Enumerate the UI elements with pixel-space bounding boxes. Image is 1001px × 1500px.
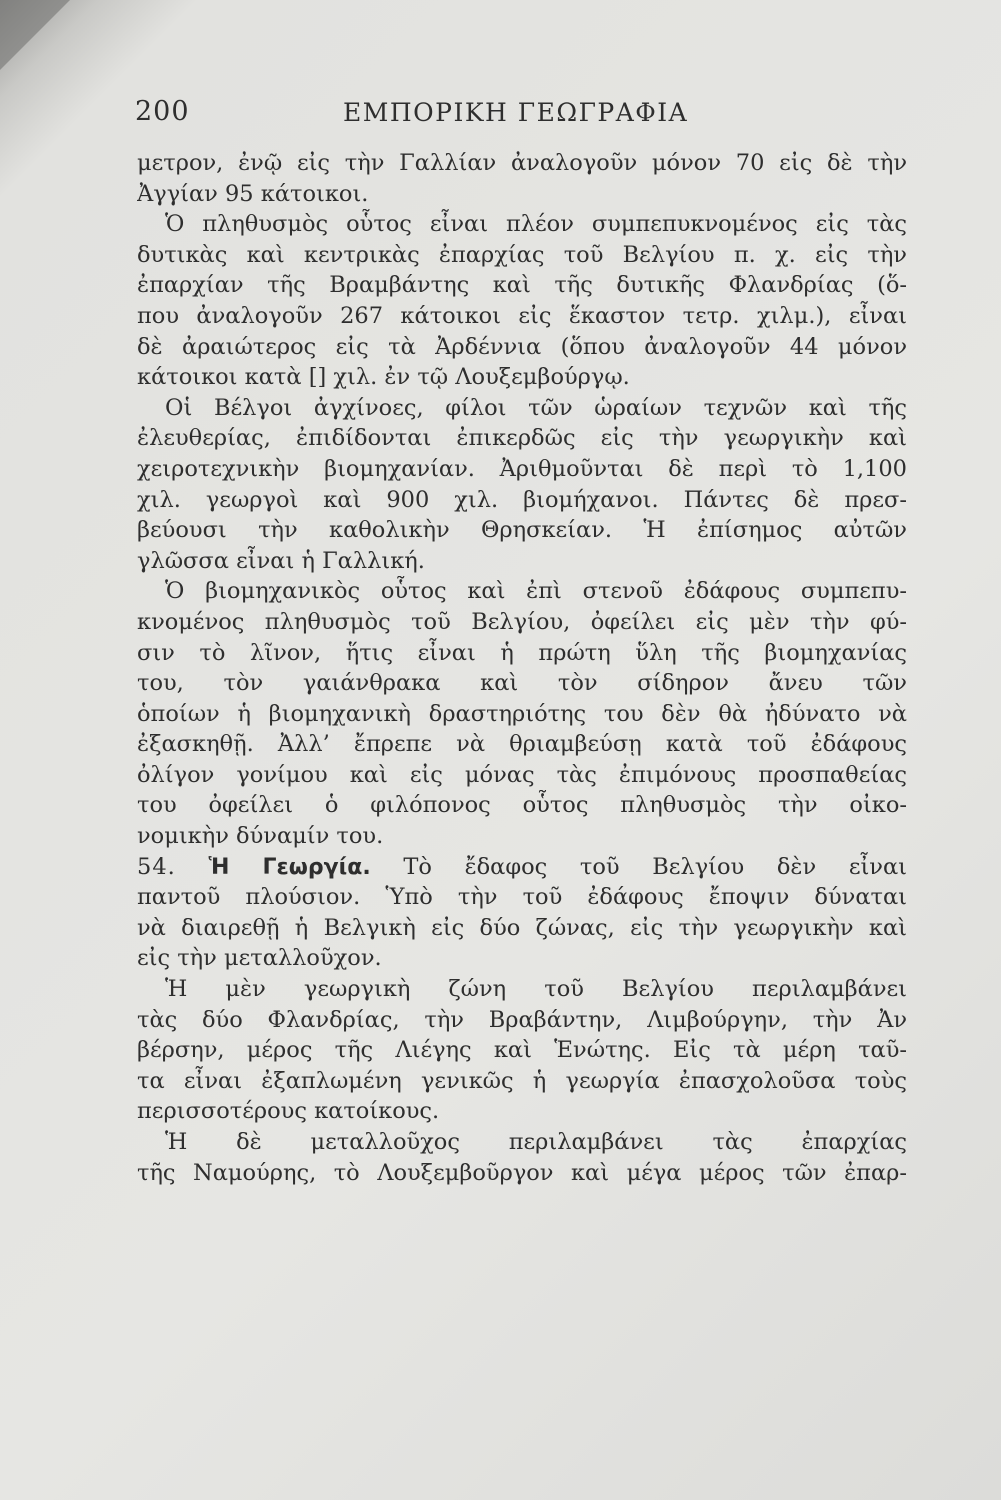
text-line: Ἡ μὲν γεωργικὴ ζώνη τοῦ Βελγίου περιλαμβάνει (165, 976, 907, 1003)
text-line: Οἱ Βέλγοι ἀγχίνοες, φίλοι τῶν ὡραίων τεχνῶν καὶ τῆς (165, 394, 907, 421)
text-line: ἐπαρχίαν τῆς Βραμβάντης καὶ τῆς δυτικῆς Φλανδρίας (ὅ- (137, 272, 907, 299)
text-line: ὀλίγον γονίμου καὶ εἰς μόνας τὰς ἐπιμόνους προσπαθείας (137, 761, 907, 788)
page-corner-shadow (0, 0, 70, 70)
text-line: νομικὴν δύναμίν του. (137, 823, 384, 850)
text-line: του, τὸν γαιάνθρακα καὶ τὸν σίδηρον ἄνευ τῶν (137, 670, 907, 697)
text-line: δὲ ἀραιώτερος εἰς τὰ Ἀρδέννια (ὅπου ἀναλογοῦν 44 μόνον (137, 333, 907, 360)
running-title: ΕΜΠΟΡΙΚΗ ΓΕΩΓΡΑΦΙΑ (343, 98, 689, 127)
text-line: περισσοτέρους κατοίκους. (137, 1098, 440, 1125)
text-line: που ἀναλογοῦν 267 κάτοικοι εἰς ἕκαστον τετρ. χιλμ.), εἶναι (137, 302, 907, 329)
text-line: χιλ. γεωργοὶ καὶ 900 χιλ. βιομήχανοι. Πάντες δὲ πρεσ- (137, 486, 907, 513)
body-text (137, 148, 907, 1188)
text-line: νὰ διαιρεθῇ ἡ Βελγικὴ εἰς δύο ζώνας, εἰς τὴν γεωργικὴν καὶ (137, 914, 907, 941)
text-line: βέρσην, μέρος τῆς Λιέγης καὶ Ἑνώτης. Εἰς τὰ μέρη ταῦ- (137, 1037, 907, 1064)
text-line: τα εἶναι ἐξαπλωμένη γενικῶς ἡ γεωργία ἐπασχολοῦσα τοὺς (137, 1067, 907, 1094)
text-line: κνομένος πληθυσμὸς τοῦ Βελγίου, ὀφείλει εἰς μὲν τὴν φύ- (137, 608, 907, 635)
section-title: Ἡ Γεωργία. (208, 854, 371, 880)
text-line: βεύουσι τὴν καθολικὴν Θρησκείαν. Ἡ ἐπίσημος αὐτῶν (137, 517, 907, 544)
text-line: Ὁ πληθυσμὸς οὗτος εἶναι πλέον συμπεπυκνομένος εἰς τὰς (165, 211, 907, 238)
text-line: Ἡ δὲ μεταλλοῦχος περιλαμβάνει τὰς ἐπαρχίας (165, 1129, 907, 1155)
text-line: Ἀγγίαν 95 κάτοικοι. (137, 180, 369, 207)
text-line: τὰς δύο Φλανδρίας, τὴν Βραβάντην, Λιμβούργην, τὴν Ἀν (137, 1006, 907, 1033)
text-line: Τὸ ἔδαφος τοῦ Βελγίου δὲν εἶναι (403, 853, 907, 880)
text-line: γλῶσσα εἶναι ἡ Γαλλική. (137, 547, 425, 574)
page-header (135, 96, 905, 136)
section-heading-line (137, 852, 907, 883)
text-line: ὁποίων ἡ βιομηχανικὴ δραστηριότης του δὲν θὰ ἠδύνατο νὰ (137, 700, 907, 727)
text-line: τῆς Ναμούρης, τὸ Λουξεμβοῦργον καὶ μέγα μέρος τῶν ἐπαρ- (137, 1159, 907, 1186)
text-line: χειροτεχνικὴν βιομηχανίαν. Ἀριθμοῦνται δὲ περὶ τὸ 1,100 (137, 455, 907, 482)
text-line: του ὀφείλει ὁ φιλόπονος οὗτος πληθυσμὸς τὴν οἰκο- (137, 792, 907, 819)
text-line: ἐξασκηθῇ. Ἀλλ’ ἔπρεπε νὰ θριαμβεύσῃ κατὰ τοῦ ἐδάφους (137, 731, 907, 758)
page-number: 200 (135, 96, 190, 127)
text-line: μετρον, ἐνῷ εἰς τὴν Γαλλίαν ἀναλογοῦν μόνον 70 εἰς δὲ τὴν (137, 150, 907, 176)
text-line: κάτοικοι κατὰ [] χιλ. ἐν τῷ Λουξεμβούργῳ. (137, 364, 630, 391)
section-number: 54. (137, 853, 176, 880)
text-line: σιν τὸ λῖνον, ἥτις εἶναι ἡ πρώτη ὕλη τῆς βιομηχανίας (137, 639, 907, 666)
text-line: δυτικὰς καὶ κεντρικὰς ἐπαρχίας τοῦ Βελγίου π. χ. εἰς τὴν (137, 241, 907, 268)
text-line: ἐλευθερίας, ἐπιδίδονται ἐπικερδῶς εἰς τὴν γεωργικὴν καὶ (137, 425, 907, 452)
text-line: εἰς τὴν μεταλλοῦχον. (137, 945, 382, 972)
text-line: παντοῦ πλούσιον. Ὑπὸ τὴν τοῦ ἐδάφους ἔποψιν δύναται (137, 884, 907, 911)
text-line: Ὁ βιομηχανικὸς οὗτος καὶ ἐπὶ στενοῦ ἐδάφους συμπεπυ- (165, 578, 907, 605)
